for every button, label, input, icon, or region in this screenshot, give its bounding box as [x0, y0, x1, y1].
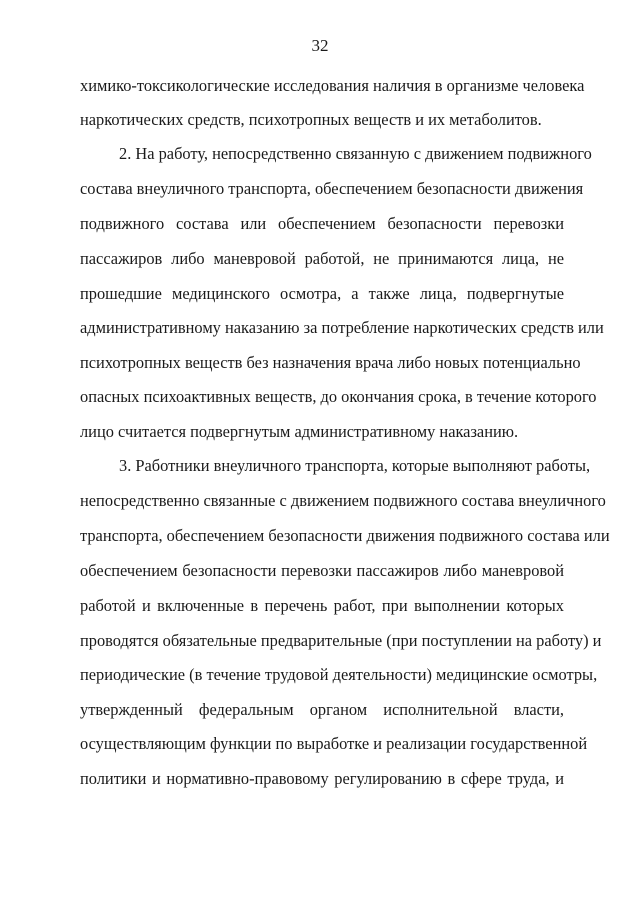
text-line: административному наказанию за потребление наркотических средств или: [80, 318, 604, 337]
text-line: транспорта, обеспечением безопасности движения подвижного состава или: [80, 526, 610, 545]
text-line: осуществляющим функции по выработке и реализации государственной: [80, 734, 588, 753]
text-line: состава внеуличного транспорта, обеспечением безопасности движения: [80, 179, 584, 198]
text-line: непосредственно связанные с движением подвижного состава внеуличного: [80, 491, 606, 510]
text-line: обеспечением безопасности перевозки пассажиров либо маневровой: [80, 561, 564, 580]
page-number: 32: [311, 36, 329, 55]
paragraph-3-start: 3. Работники внеуличного транспорта, которые выполняют работы,: [119, 456, 591, 475]
text-line: прошедшие медицинского осмотра, а также лица, подвергнутые: [80, 284, 564, 303]
text-line: работой и включенные в перечень работ, при выполнении которых: [80, 596, 564, 615]
text-line: подвижного состава или обеспечением безопасности перевозки: [80, 214, 564, 233]
text-line: периодические (в течение трудовой деятельности) медицинские осмотры,: [80, 665, 598, 684]
text-line: психотропных веществ без назначения врача либо новых потенциально: [80, 353, 581, 372]
text-line: лицо считается подвергнутым административному наказанию.: [80, 422, 519, 441]
text-line: химико-токсикологические исследования наличия в организме человека: [80, 76, 585, 95]
text-line: наркотических средств, психотропных веществ и их метаболитов.: [80, 110, 542, 129]
text-line: политики и нормативно-правовому регулированию в сфере труда, и: [80, 769, 564, 788]
text-line: проводятся обязательные предварительные (при поступлении на работу) и: [80, 631, 602, 650]
paragraph-2-start: 2. На работу, непосредственно связанную с движением подвижного: [119, 144, 592, 163]
text-line: утвержденный федеральным органом исполнительной власти,: [80, 700, 564, 719]
text-line: пассажиров либо маневровой работой, не принимаются лица, не: [80, 249, 564, 268]
text-line: опасных психоактивных веществ, до окончания срока, в течение которого: [80, 387, 597, 406]
